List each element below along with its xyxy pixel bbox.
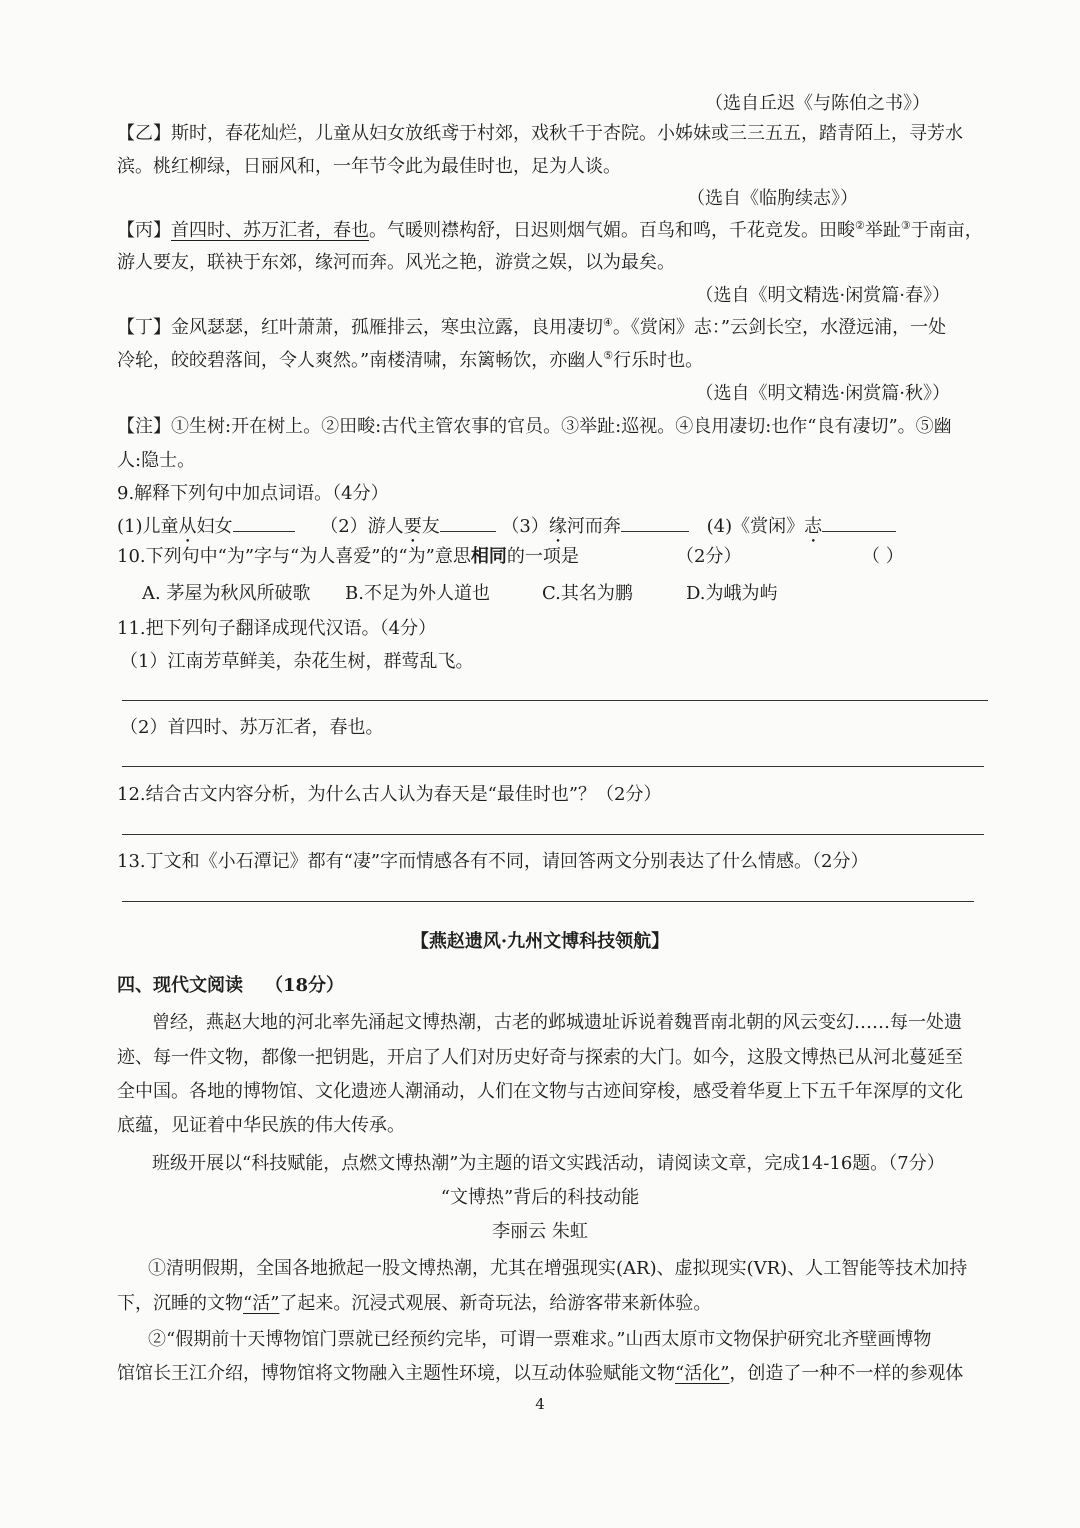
q9-item2-pre: （2）游人 (320, 516, 404, 537)
q9-answer-blank-2[interactable] (440, 513, 496, 532)
intro-line1: 曾经，燕赵大地的河北率先涌起文博热潮，古老的邺城遗址诉说着魏晋南北朝的风云变幻……每一处遗 (152, 1012, 962, 1033)
article-title: “文博热”背后的科技动能 (440, 1187, 640, 1208)
passage-bing-text2: 举趾 (864, 220, 901, 241)
passage-yi-text1: 斯时，春花灿烂，儿童从妇女放纸鸢于村郊，戏秋千于杏院。小姊妹或三三五五，踏青陌上，寻芳水 (171, 123, 963, 144)
article-p1-line2 (117, 1292, 711, 1316)
q10-stem-emphasis: 相同 (470, 546, 507, 567)
q10-option-c[interactable]: C.其名为鹏 (542, 583, 633, 604)
passage-yi-line2: 滨。桃红柳绿，日丽风和，一年节令此为最佳时也，足为人谈。 (117, 156, 621, 177)
q9-items (117, 513, 896, 547)
passage-ding-text4: 行乐时也。 (613, 350, 704, 371)
q11-sentence-2: （2）首四时、苏万汇者，春也。 (120, 717, 384, 738)
article-p1-line1: ①清明假期，全国各地掀起一股文博热潮，尤其在增强现实(AR)、虚拟现实(VR)、人工智能等技术加持 (148, 1258, 968, 1279)
passage-tag-ding: 【丁】 (117, 317, 171, 338)
q9-item4-dotted: 志 (804, 516, 823, 537)
q10-option-d[interactable]: D.为峨为屿 (686, 583, 778, 604)
source-ding: （选自《明文精选·闲赏篇·秋》） (695, 383, 950, 404)
q9-answer-blank-1[interactable] (233, 513, 295, 532)
q10-score: （2分） (676, 546, 742, 567)
article-p2-pre: 馆馆长王江介绍，博物馆将文物融入主题性环境，以互动体验赋能文物 (117, 1363, 675, 1384)
q9-item3-dotted: 缘 (548, 516, 567, 537)
q12-stem: 12.结合古文内容分析，为什么古人认为春天是“最佳时也”？（2分） (117, 784, 662, 805)
q13-stem: 13.丁文和《小石潭记》都有“凄”字而情感各有不同，请回答两文分别表达了什么情感。（2分） (117, 851, 869, 872)
source-jia: （选自丘迟《与陈伯之书》） (705, 93, 930, 114)
article-p1-post: 了起来。沉浸式观展、新奇玩法，给游客带来新体验。 (279, 1293, 712, 1314)
section4-score: （18分） (265, 975, 345, 996)
article-p2-post: ，创造了一种不一样的参观体 (729, 1363, 964, 1384)
article-authors: 李丽云 朱虹 (492, 1221, 588, 1242)
q9-answer-blank-4[interactable] (822, 513, 896, 532)
passage-bing-text1: 。气暖则襟构舒，日迟则烟气媚。百鸟和鸣，千花竞发。田畯 (369, 220, 855, 241)
passage-yi-line1 (117, 122, 963, 146)
passage-bing-line2: 游人要友，联袂于东郊，缘河而奔。风光之艳，游赏之娱，以为最矣。 (117, 252, 675, 273)
article-p2-line1: ②“假期前十天博物馆门票就已经预约完毕，可谓一票难求。”山西太原市文物保护研究北齐壁画博物 (148, 1329, 932, 1350)
q9-stem: 9.解释下列句中加点词语。（4分） (117, 483, 389, 504)
q10-option-a[interactable]: A. 茅屋为秋风所破歌 (142, 583, 311, 604)
q9-item1-dotted: 从 (178, 516, 197, 537)
task-instruction: 班级开展以“科技赋能，点燃文博热潮”为主题的语文实践活动，请阅读文章，完成14-16题。（7分） (152, 1153, 945, 1174)
intro-line3: 全中国。各地的博物馆、文化遗迹人潮涌动，人们在文物与古迹间穿梭，感受着华夏上下五千年深厚的文化 (117, 1081, 963, 1102)
note-marker-4: ④ (603, 316, 613, 329)
note-marker-2: ② (855, 219, 865, 232)
passage-bing-line1 (117, 219, 983, 243)
article-p2-line2 (117, 1362, 963, 1386)
q11-stem: 11.把下列句子翻译成现代汉语。（4分） (117, 618, 437, 639)
source-bing: （选自《明文精选·闲赏篇·春》） (695, 285, 950, 306)
q9-item1-pre: (1)儿童 (117, 516, 179, 537)
source-yi: （选自《临朐续志》） (687, 188, 858, 209)
section4-heading (117, 974, 344, 998)
q9-answer-blank-3[interactable] (621, 513, 689, 532)
section-banner: 【燕赵遗风·九州文博科技领航】 (410, 931, 670, 952)
passage-tag-bing: 【丙】 (117, 220, 171, 241)
q9-item3-post: 河而奔 (566, 516, 621, 537)
q9-item3-pre: （3） (501, 516, 549, 537)
article-p1-underlined: “活” (243, 1293, 280, 1314)
q10-stem (117, 545, 579, 569)
intro-line4: 底蕴，见证着中华民族的伟大传承。 (117, 1115, 405, 1136)
q10-answer-paren[interactable]: （ ） (862, 546, 904, 567)
q12-answer-line[interactable] (122, 834, 984, 835)
note-marker-3: ③ (900, 219, 911, 232)
passage-ding-line1 (117, 316, 946, 340)
q10-stem-c: 的一项是 (506, 546, 579, 567)
passage-ding-text3: 冷轮，皎皎碧落间，令人爽然。”南楼清啸，东篱畅饮，亦幽人 (117, 350, 604, 371)
article-p1-pre: 下，沉睡的文物 (117, 1293, 243, 1314)
section4-heading-text: 四、现代文阅读 (117, 975, 243, 996)
q10-option-b[interactable]: B.不足为外人道也 (345, 583, 490, 604)
passage-bing-underlined: 首四时、苏万汇者，春也 (171, 220, 369, 241)
q9-item2-dotted: 要 (403, 516, 422, 537)
article-p2-underlined: “活化” (675, 1363, 730, 1384)
q9-item2-post: 友 (421, 516, 440, 537)
intro-line2: 迹、每一件文物，都像一把钥匙，开启了人们对历史好奇与探索的大门。如今，这股文博热已从河北蔓延至 (117, 1047, 963, 1068)
q11-answer-line-1[interactable] (122, 700, 988, 701)
notes-line1: 【注】①生树:开在树上。②田畯:古代主管农事的官员。③举趾:巡视。④良用凄切:也作“良有凄切”。⑤幽 (117, 416, 952, 437)
q11-sentence-1: （1）江南芳草鲜美，杂花生树，群莺乱飞。 (120, 651, 474, 672)
page-number: 4 (535, 1395, 545, 1413)
q9-item4-pre: (4)《赏闲》 (706, 516, 805, 537)
passage-bing-text3: 于南亩， (910, 220, 983, 241)
passage-ding-text2: 。《赏闲》志：”云剑长空，水澄远浦，一处 (612, 317, 947, 338)
passage-tag-yi: 【乙】 (117, 123, 171, 144)
q10-stem-a: 10.下列句中“为”字与“为人喜爱”的“为”意思 (117, 546, 471, 567)
q13-answer-line[interactable] (122, 901, 974, 902)
notes-line2: 人:隐士。 (117, 450, 196, 471)
q9-item1-post: 妇女 (196, 516, 233, 537)
q11-answer-line-2[interactable] (122, 766, 984, 767)
passage-ding-text1: 金风瑟瑟，红叶萧萧，孤雁排云，寒虫泣露，良用凄切 (171, 317, 603, 338)
passage-ding-line2 (117, 349, 703, 373)
note-marker-5: ⑤ (603, 349, 614, 362)
